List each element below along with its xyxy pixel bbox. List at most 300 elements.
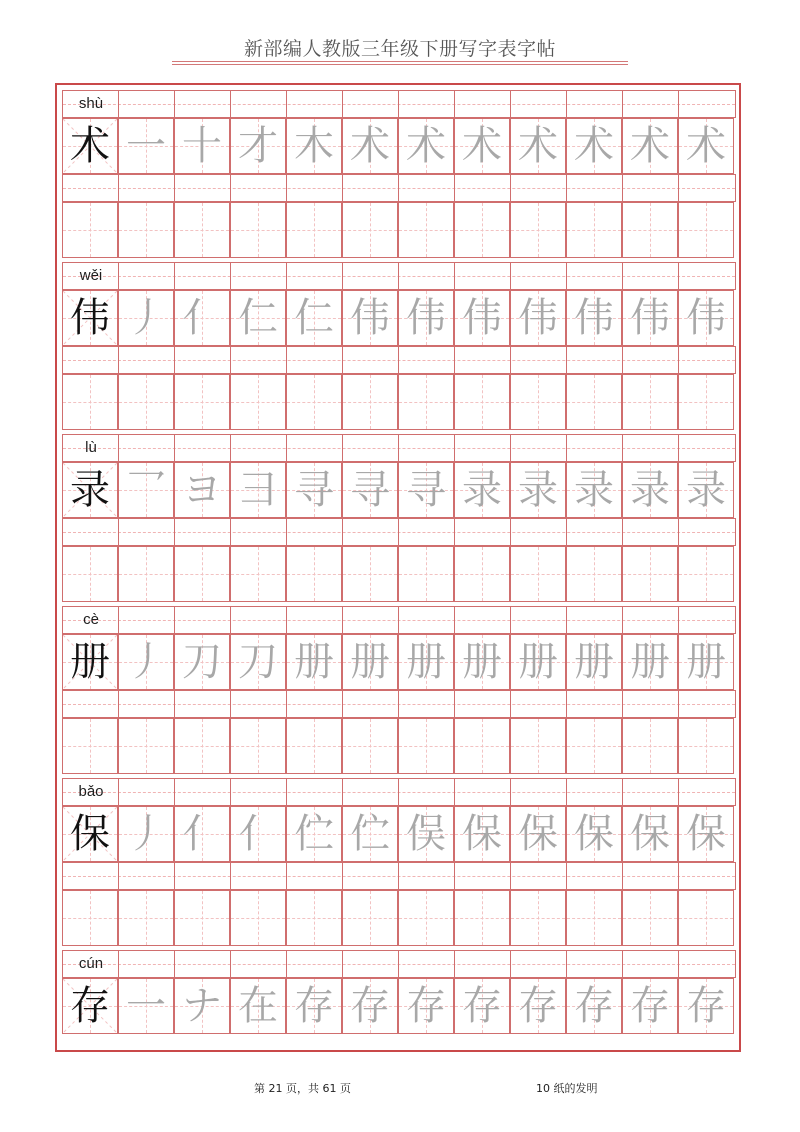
blank-practice-cell[interactable]	[230, 374, 286, 430]
stroke-order-step: 乛	[126, 467, 166, 513]
stroke-order-step: 十	[182, 123, 222, 169]
cell-guide-vertical	[90, 547, 91, 601]
pinyin-band-divider	[174, 519, 175, 545]
blank-practice-cell[interactable]	[510, 546, 566, 602]
stroke-order-step: 录	[686, 467, 726, 513]
blank-practice-cell[interactable]	[118, 546, 174, 602]
stroke-order-step: ナ	[182, 983, 222, 1029]
blank-practice-cell[interactable]	[230, 546, 286, 602]
blank-practice-cell[interactable]	[622, 546, 678, 602]
stroke-order-step: 册	[686, 639, 726, 685]
trace-cell[interactable]	[286, 634, 342, 690]
pinyin-band-divider	[678, 175, 679, 201]
trace-cell[interactable]	[342, 462, 398, 518]
stroke-order-step: 俣	[406, 811, 446, 857]
trace-cell[interactable]	[566, 462, 622, 518]
model-character: 术	[70, 123, 110, 169]
trace-cell[interactable]	[678, 806, 734, 862]
stroke-order-step: 术	[518, 123, 558, 169]
stroke-order-step: 册	[518, 639, 558, 685]
cell-guide-vertical	[706, 891, 707, 945]
trace-cell[interactable]	[566, 634, 622, 690]
pinyin-band-divider	[286, 691, 287, 717]
trace-cell[interactable]	[398, 118, 454, 174]
trace-cell[interactable]	[342, 806, 398, 862]
cell-guide-vertical	[650, 375, 651, 429]
blank-practice-cell[interactable]	[678, 890, 734, 946]
blank-practice-cell[interactable]	[286, 374, 342, 430]
cell-guide-vertical	[650, 719, 651, 773]
pinyin-band-divider	[566, 175, 567, 201]
model-character-cell[interactable]	[62, 290, 118, 346]
stroke-order-step: 册	[630, 639, 670, 685]
pinyin-band	[62, 434, 736, 462]
blank-practice-cell[interactable]	[286, 718, 342, 774]
trace-cell[interactable]	[174, 290, 230, 346]
pinyin-band-divider	[566, 607, 567, 633]
trace-row	[62, 978, 736, 1034]
cell-guide-vertical	[370, 719, 371, 773]
trace-cell[interactable]	[286, 118, 342, 174]
blank-practice-cell[interactable]	[62, 718, 118, 774]
cell-guide-vertical	[90, 203, 91, 257]
pinyin-band-divider	[678, 435, 679, 461]
pinyin-band-divider	[230, 951, 231, 977]
blank-practice-cell[interactable]	[174, 374, 230, 430]
trace-cell[interactable]	[566, 806, 622, 862]
cell-guide-vertical	[538, 891, 539, 945]
stroke-order-step: 册	[350, 639, 390, 685]
pinyin-band-divider	[286, 435, 287, 461]
blank-row	[62, 374, 736, 430]
trace-cell[interactable]	[622, 634, 678, 690]
blank-practice-cell[interactable]	[622, 374, 678, 430]
pinyin-band-divider	[454, 175, 455, 201]
trace-cell[interactable]	[230, 806, 286, 862]
stroke-order-step: 伫	[294, 811, 334, 857]
stroke-order-step: 木	[294, 123, 334, 169]
blank-practice-cell[interactable]	[622, 718, 678, 774]
cell-guide-vertical	[146, 891, 147, 945]
cell-guide-vertical	[314, 719, 315, 773]
trace-cell[interactable]	[454, 806, 510, 862]
cell-guide-vertical	[146, 203, 147, 257]
trace-cell[interactable]	[286, 462, 342, 518]
pinyin-band-divider	[230, 519, 231, 545]
blank-practice-cell[interactable]	[454, 890, 510, 946]
pinyin-band	[62, 690, 736, 718]
pinyin-band-divider	[174, 863, 175, 889]
blank-practice-cell[interactable]	[62, 202, 118, 258]
stroke-order-step: 录	[630, 467, 670, 513]
stroke-order-step: 一	[126, 123, 166, 169]
pinyin-band-divider	[622, 691, 623, 717]
blank-practice-cell[interactable]	[342, 202, 398, 258]
pinyin-guide-line	[63, 360, 735, 361]
trace-cell[interactable]	[454, 634, 510, 690]
pinyin-guide-line	[63, 104, 735, 105]
trace-cell[interactable]	[174, 118, 230, 174]
pinyin-band-divider	[174, 91, 175, 117]
pinyin-guide-line	[63, 276, 735, 277]
blank-practice-cell[interactable]	[342, 718, 398, 774]
page-title: 新部编人教版三年级下册写字表字帖	[243, 38, 556, 60]
stroke-order-step: 术	[406, 123, 446, 169]
trace-cell[interactable]	[622, 290, 678, 346]
pinyin-band-divider	[454, 607, 455, 633]
trace-cell[interactable]	[286, 290, 342, 346]
pinyin-band-divider	[454, 91, 455, 117]
model-character: 保	[70, 811, 110, 857]
model-character-cell[interactable]	[62, 118, 118, 174]
cell-guide-vertical	[482, 547, 483, 601]
blank-practice-cell[interactable]	[398, 890, 454, 946]
trace-cell[interactable]	[342, 118, 398, 174]
stroke-order-step: 术	[462, 123, 502, 169]
model-character-cell[interactable]	[62, 806, 118, 862]
trace-cell[interactable]	[510, 462, 566, 518]
trace-cell[interactable]	[566, 118, 622, 174]
model-character: 伟	[70, 295, 110, 341]
cell-guide-vertical	[594, 203, 595, 257]
cell-guide-vertical	[426, 891, 427, 945]
blank-practice-cell[interactable]	[286, 202, 342, 258]
trace-cell[interactable]	[230, 634, 286, 690]
trace-cell[interactable]	[566, 978, 622, 1034]
trace-cell[interactable]	[622, 118, 678, 174]
pinyin-band-divider	[622, 347, 623, 373]
trace-cell[interactable]	[174, 806, 230, 862]
pinyin-band-divider	[342, 91, 343, 117]
blank-practice-cell[interactable]	[230, 718, 286, 774]
pinyin-band-divider	[398, 779, 399, 805]
pinyin-guide-line	[63, 532, 735, 533]
stroke-order-step: 术	[350, 123, 390, 169]
stroke-order-step: 寻	[350, 467, 390, 513]
trace-cell[interactable]	[622, 978, 678, 1034]
stroke-order-step: 册	[294, 639, 334, 685]
cell-guide-vertical	[538, 719, 539, 773]
pinyin-band-divider	[622, 863, 623, 889]
pinyin-band-divider	[510, 863, 511, 889]
trace-cell[interactable]	[510, 806, 566, 862]
blank-practice-cell[interactable]	[510, 890, 566, 946]
pinyin-band-divider	[622, 519, 623, 545]
pinyin-band	[62, 950, 736, 978]
trace-cell[interactable]	[230, 290, 286, 346]
pinyin-band-divider	[510, 691, 511, 717]
cell-guide-vertical	[90, 891, 91, 945]
stroke-order-step: 伟	[518, 295, 558, 341]
pinyin-guide-line	[63, 876, 735, 877]
blank-practice-cell[interactable]	[510, 718, 566, 774]
blank-practice-cell[interactable]	[566, 202, 622, 258]
pinyin-band-divider	[678, 519, 679, 545]
blank-practice-cell[interactable]	[62, 374, 118, 430]
trace-cell[interactable]	[398, 806, 454, 862]
blank-practice-cell[interactable]	[62, 890, 118, 946]
trace-cell[interactable]	[454, 118, 510, 174]
pinyin-band-divider	[118, 435, 119, 461]
cell-guide-vertical	[594, 375, 595, 429]
pinyin-band-divider	[342, 691, 343, 717]
stroke-order-step: 伫	[350, 811, 390, 857]
cell-guide-vertical	[706, 547, 707, 601]
stroke-order-step: 在	[238, 983, 278, 1029]
trace-cell[interactable]	[174, 634, 230, 690]
pinyin-band-divider	[398, 435, 399, 461]
trace-cell[interactable]	[230, 462, 286, 518]
blank-practice-cell[interactable]	[566, 374, 622, 430]
cell-guide-vertical	[258, 547, 259, 601]
trace-cell[interactable]	[510, 978, 566, 1034]
pinyin-band-divider	[342, 263, 343, 289]
trace-cell[interactable]	[678, 462, 734, 518]
trace-cell[interactable]	[398, 634, 454, 690]
pinyin-band-divider	[510, 175, 511, 201]
pinyin-band-divider	[230, 263, 231, 289]
cell-guide-vertical	[650, 547, 651, 601]
pinyin-label: wěi	[79, 267, 103, 284]
trace-cell[interactable]	[510, 118, 566, 174]
blank-practice-cell[interactable]	[454, 374, 510, 430]
trace-row	[62, 806, 736, 862]
pinyin-band-divider	[678, 607, 679, 633]
pinyin-label: cè	[83, 611, 99, 628]
stroke-order-step: 伟	[462, 295, 502, 341]
blank-practice-cell[interactable]	[678, 374, 734, 430]
stroke-order-step: 录	[518, 467, 558, 513]
pinyin-band-divider	[454, 691, 455, 717]
pinyin-band-divider	[398, 863, 399, 889]
trace-cell[interactable]	[398, 290, 454, 346]
stroke-order-step: 存	[294, 983, 334, 1029]
trace-cell[interactable]	[398, 462, 454, 518]
model-character-cell[interactable]	[62, 978, 118, 1034]
pinyin-band-divider	[118, 175, 119, 201]
pinyin-band-divider	[118, 607, 119, 633]
pinyin-band-divider	[398, 691, 399, 717]
pinyin-band-divider	[174, 691, 175, 717]
cell-guide-vertical	[146, 719, 147, 773]
blank-practice-cell[interactable]	[398, 202, 454, 258]
stroke-order-step: 仁	[238, 295, 278, 341]
blank-practice-cell[interactable]	[62, 546, 118, 602]
cell-guide-vertical	[202, 719, 203, 773]
blank-practice-cell[interactable]	[454, 718, 510, 774]
pinyin-band-divider	[678, 263, 679, 289]
pinyin-band-divider	[342, 347, 343, 373]
blank-practice-cell[interactable]	[230, 890, 286, 946]
pinyin-band-divider	[286, 263, 287, 289]
trace-cell[interactable]	[118, 806, 174, 862]
cell-guide-vertical	[258, 719, 259, 773]
trace-cell[interactable]	[118, 118, 174, 174]
pinyin-band-divider	[230, 435, 231, 461]
trace-cell[interactable]	[286, 806, 342, 862]
stroke-order-step: 彐	[238, 467, 278, 513]
pinyin-band-divider	[510, 607, 511, 633]
blank-row	[62, 546, 736, 602]
pinyin-band-divider	[566, 91, 567, 117]
cell-guide-vertical	[706, 203, 707, 257]
trace-cell[interactable]	[454, 462, 510, 518]
stroke-order-step: 保	[686, 811, 726, 857]
pinyin-band-divider	[342, 863, 343, 889]
blank-practice-cell[interactable]	[622, 202, 678, 258]
stroke-order-step: ヨ	[182, 467, 222, 513]
pinyin-band-divider	[174, 779, 175, 805]
trace-cell[interactable]	[566, 290, 622, 346]
trace-cell[interactable]	[398, 978, 454, 1034]
blank-practice-cell[interactable]	[342, 546, 398, 602]
trace-cell[interactable]	[678, 118, 734, 174]
blank-practice-cell[interactable]	[174, 718, 230, 774]
stroke-order-step: 伟	[350, 295, 390, 341]
cell-guide-vertical	[706, 375, 707, 429]
pinyin-band-divider	[678, 863, 679, 889]
trace-cell[interactable]	[342, 978, 398, 1034]
pinyin-band-divider	[566, 779, 567, 805]
blank-practice-cell[interactable]	[398, 718, 454, 774]
pinyin-band-divider	[286, 951, 287, 977]
blank-practice-cell[interactable]	[286, 546, 342, 602]
trace-cell[interactable]	[454, 290, 510, 346]
trace-cell[interactable]	[622, 462, 678, 518]
blank-practice-cell[interactable]	[118, 718, 174, 774]
pinyin-band-divider	[174, 607, 175, 633]
blank-practice-cell[interactable]	[174, 202, 230, 258]
pinyin-band-divider	[622, 263, 623, 289]
pinyin-band-divider	[342, 435, 343, 461]
pinyin-band-divider	[398, 263, 399, 289]
blank-practice-cell[interactable]	[118, 890, 174, 946]
stroke-order-step: 寻	[294, 467, 334, 513]
stroke-order-step: 亻	[182, 295, 222, 341]
cell-guide-vertical	[146, 547, 147, 601]
pinyin-band-divider	[230, 175, 231, 201]
blank-practice-cell[interactable]	[342, 374, 398, 430]
cell-guide-vertical	[426, 375, 427, 429]
pinyin-band-divider	[622, 435, 623, 461]
trace-cell[interactable]	[678, 978, 734, 1034]
blank-practice-cell[interactable]	[454, 202, 510, 258]
pinyin-band	[62, 606, 736, 634]
stroke-order-step: 保	[574, 811, 614, 857]
trace-cell[interactable]	[454, 978, 510, 1034]
pinyin-band-divider	[174, 951, 175, 977]
stroke-order-step: 刀	[238, 639, 278, 685]
trace-cell[interactable]	[622, 806, 678, 862]
pinyin-guide-line	[63, 620, 735, 621]
blank-practice-cell[interactable]	[174, 546, 230, 602]
model-character-cell[interactable]	[62, 634, 118, 690]
blank-practice-cell[interactable]	[230, 202, 286, 258]
stroke-order-step: 术	[686, 123, 726, 169]
trace-cell[interactable]	[342, 290, 398, 346]
trace-cell[interactable]	[174, 978, 230, 1034]
blank-practice-cell[interactable]	[566, 890, 622, 946]
trace-cell[interactable]	[678, 290, 734, 346]
pinyin-band-divider	[230, 347, 231, 373]
trace-cell[interactable]	[230, 118, 286, 174]
blank-row	[62, 890, 736, 946]
blank-practice-cell[interactable]	[342, 890, 398, 946]
cell-guide-vertical	[594, 547, 595, 601]
blank-practice-cell[interactable]	[118, 374, 174, 430]
pinyin-band-divider	[286, 347, 287, 373]
trace-cell[interactable]	[510, 634, 566, 690]
blank-row	[62, 718, 736, 774]
blank-practice-cell[interactable]	[286, 890, 342, 946]
blank-practice-cell[interactable]	[678, 202, 734, 258]
blank-practice-cell[interactable]	[398, 374, 454, 430]
trace-cell[interactable]	[118, 290, 174, 346]
pinyin-band-divider	[454, 779, 455, 805]
pinyin-band-divider	[118, 951, 119, 977]
pinyin-band-divider	[174, 435, 175, 461]
stroke-order-step: 术	[630, 123, 670, 169]
cell-guide-vertical	[482, 375, 483, 429]
blank-practice-cell[interactable]	[566, 546, 622, 602]
stroke-order-step: 伟	[630, 295, 670, 341]
stroke-order-step: 一	[126, 983, 166, 1029]
stroke-order-step: 存	[462, 983, 502, 1029]
pinyin-band-divider	[398, 347, 399, 373]
trace-cell[interactable]	[286, 978, 342, 1034]
stroke-order-step: 存	[630, 983, 670, 1029]
blank-practice-cell[interactable]	[622, 890, 678, 946]
blank-practice-cell[interactable]	[678, 718, 734, 774]
pinyin-band-divider	[510, 347, 511, 373]
pinyin-band-divider	[566, 519, 567, 545]
pinyin-band-divider	[622, 607, 623, 633]
pinyin-guide-line	[63, 792, 735, 793]
trace-cell[interactable]	[342, 634, 398, 690]
blank-practice-cell[interactable]	[510, 202, 566, 258]
cell-guide-vertical	[370, 891, 371, 945]
cell-guide-vertical	[202, 203, 203, 257]
blank-practice-cell[interactable]	[678, 546, 734, 602]
stroke-order-step: 录	[574, 467, 614, 513]
blank-practice-cell[interactable]	[454, 546, 510, 602]
blank-practice-cell[interactable]	[566, 718, 622, 774]
trace-cell[interactable]	[118, 462, 174, 518]
cell-guide-vertical	[90, 375, 91, 429]
trace-cell[interactable]	[678, 634, 734, 690]
pinyin-band-divider	[454, 863, 455, 889]
trace-cell[interactable]	[230, 978, 286, 1034]
model-character-cell[interactable]	[62, 462, 118, 518]
pinyin-band-divider	[342, 175, 343, 201]
blank-practice-cell[interactable]	[398, 546, 454, 602]
stroke-order-step: 伟	[686, 295, 726, 341]
pinyin-band-divider	[398, 951, 399, 977]
pinyin-band-divider	[566, 863, 567, 889]
pinyin-band-divider	[230, 863, 231, 889]
blank-practice-cell[interactable]	[118, 202, 174, 258]
trace-cell[interactable]	[174, 462, 230, 518]
trace-cell[interactable]	[118, 978, 174, 1034]
blank-practice-cell[interactable]	[174, 890, 230, 946]
pinyin-band-divider	[454, 263, 455, 289]
trace-cell[interactable]	[510, 290, 566, 346]
trace-cell[interactable]	[118, 634, 174, 690]
cell-guide-vertical	[538, 547, 539, 601]
blank-practice-cell[interactable]	[510, 374, 566, 430]
pinyin-band-divider	[622, 175, 623, 201]
pinyin-band-divider	[678, 951, 679, 977]
